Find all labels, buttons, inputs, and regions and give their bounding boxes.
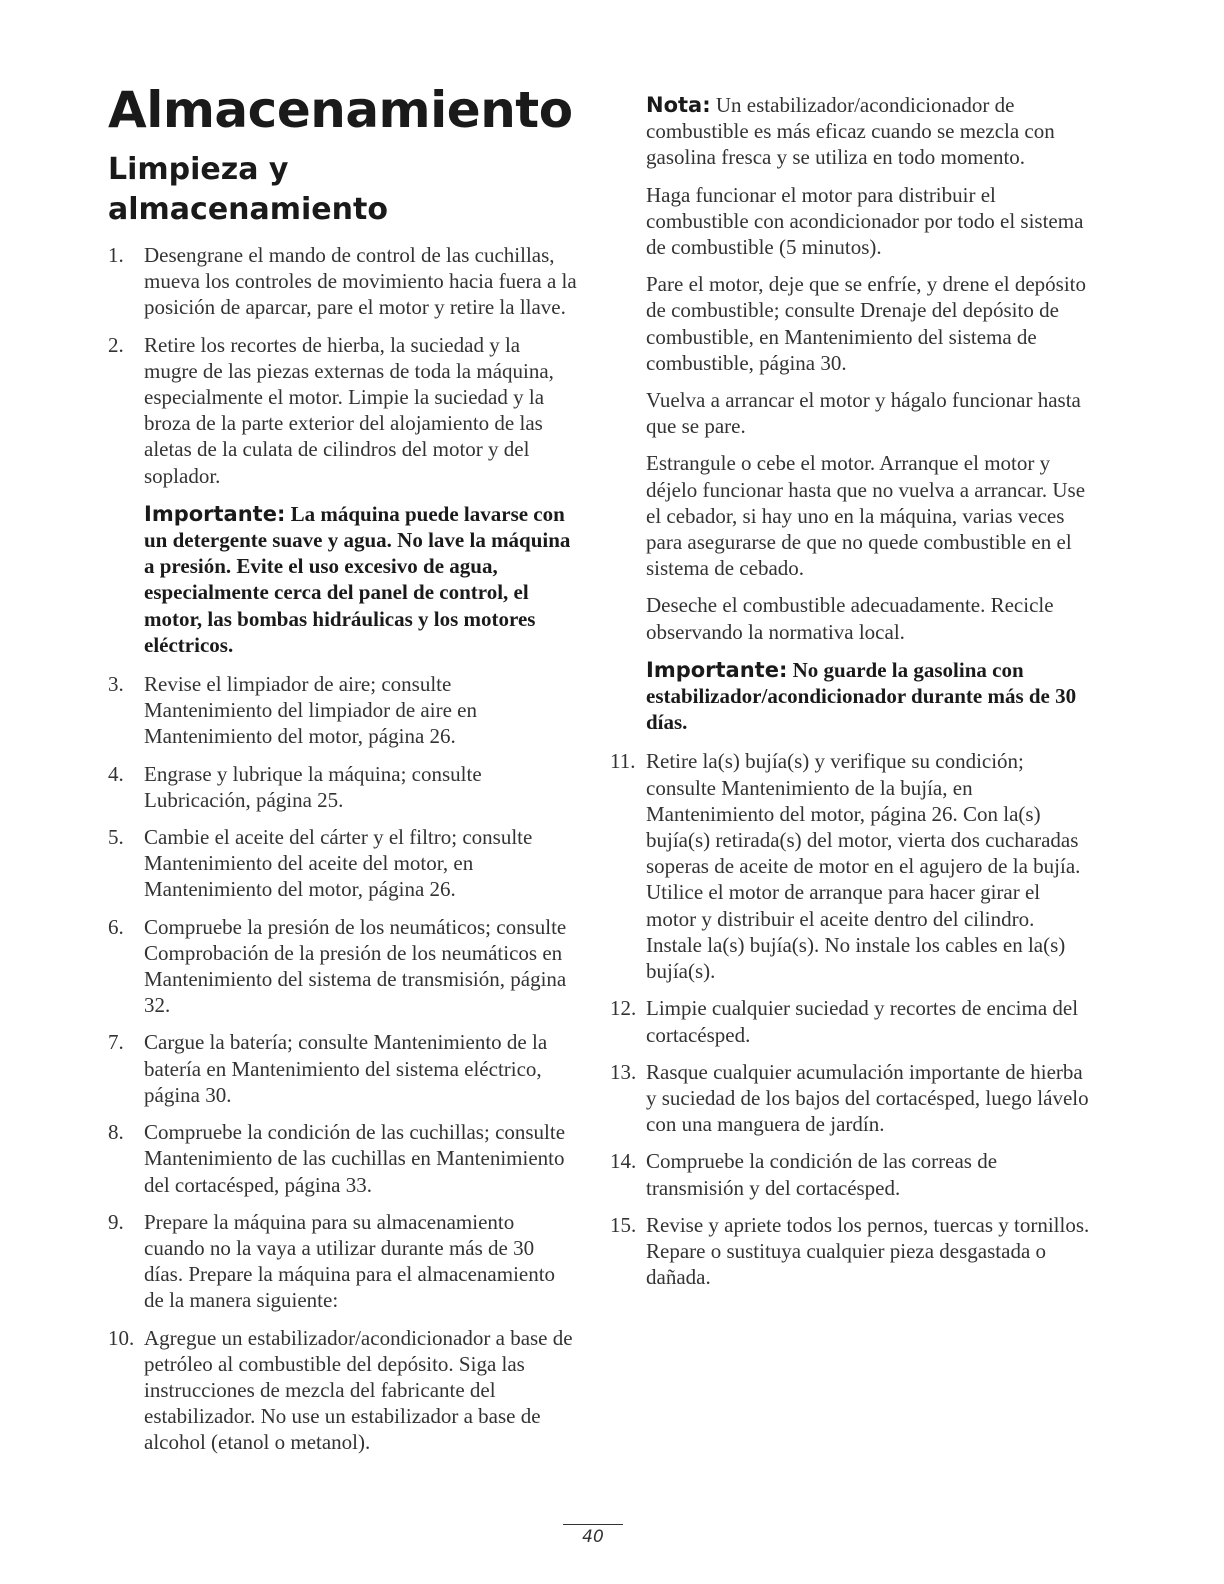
instruction-paragraph: Estrangule o cebe el motor. Arranque el motor y déjelo funcionar hasta que no vuelva a arrancar. Use el cebador, si hay uno en la máquina, varias veces para asegurarse de que no quede combustible en el sistema de cebado. — [646, 451, 1086, 581]
step-text: Revise y apriete todos los pernos, tuercas y tornillos. Repare o sustituya cualquier pieza desgastada o dañada. — [646, 1212, 1090, 1290]
step-number: 1. — [108, 243, 124, 267]
list-item — [610, 1148, 1090, 1200]
step-number: 11. — [610, 749, 636, 774]
step-text: Cargue la batería; consulte Mantenimiento de la batería en Mantenimiento del sistema eléctrico, página 30. — [144, 1030, 548, 1107]
list-item — [108, 1209, 578, 1314]
list-item — [108, 671, 578, 750]
step-number: 2. — [108, 332, 124, 357]
step-text: Compruebe la condición de las correas de transmisión y del cortacésped. — [646, 1149, 998, 1200]
step-number: 3. — [108, 672, 124, 697]
page-number: 40 — [582, 1527, 604, 1547]
step-number: 5. — [108, 825, 124, 850]
list-item — [108, 824, 578, 903]
note-label: Nota: — [646, 93, 711, 117]
important-label: Importante: — [646, 657, 788, 682]
important-label: Importante: — [144, 501, 286, 526]
step-number: 14. — [610, 1149, 637, 1174]
step-text: Compruebe la condición de las cuchillas; consulte Mantenimiento de las cuchillas en Mantenimiento del cortacésped, página 33. — [144, 1120, 566, 1197]
step-number: 10. — [108, 1325, 135, 1350]
instruction-paragraph: Haga funcionar el motor para distribuir el combustible con acondicionador por todo el sistema de combustible (5 minutos). — [646, 182, 1084, 260]
step-text: Revise el limpiador de aire; consulte Mantenimiento del limpiador de aire en Mantenimiento del motor, página 26. — [144, 672, 477, 749]
list-item — [610, 1059, 1090, 1138]
step-number: 13. — [610, 1059, 637, 1084]
list-item — [108, 1325, 578, 1456]
page-title: Almacenamiento — [108, 81, 573, 139]
left-column — [108, 80, 578, 1467]
step-number: 9. — [108, 1209, 124, 1234]
steps-list-right — [610, 748, 1090, 1290]
important-text: La máquina puede lavarse con un detergente suave y agua. No lave la máquina a presión. Evite el uso excesivo de agua, especialmente cerca del panel de control, el motor, las bombas hidráulicas y los motores eléctricos. — [144, 501, 571, 657]
step-number: 6. — [108, 914, 124, 939]
step-text: Compruebe la presión de los neumáticos; consulte Comprobación de la presión de los neumáticos en Mantenimiento del sistema de transmisión, página 32. — [144, 914, 567, 1018]
steps-list-left — [108, 242, 578, 489]
step-text: Retire la(s) bujía(s) y verifique su condición; consulte Mantenimiento de la bujía, en Mantenimiento del motor, página 26. Con la(s) bujía(s) retirada(s) del motor, vierta dos cucharadas soperas de aceite de motor en el agujero de la bujía. Utilice el motor de arranque para hacer girar el motor y distribuir el aceite dentro del cilindro. Instale la(s) bujía(s). No instale los cables en la(s) bujía(s). — [646, 749, 1081, 984]
steps-list-left-2 — [108, 671, 578, 1455]
list-item — [108, 914, 578, 1019]
step-number: 7. — [108, 1030, 124, 1055]
step-number: 15. — [610, 1212, 637, 1237]
list-item — [108, 1119, 578, 1198]
step-text: Cambie el aceite del cárter y el filtro; consulte Mantenimiento del aceite del motor, en Mantenimiento del motor, página 26. — [144, 825, 533, 902]
step-number: 4. — [108, 761, 124, 786]
step-text: Limpie cualquier suciedad y recortes de encima del cortacésped. — [646, 996, 1079, 1047]
important-text: No guarde la gasolina con estabilizador/acondicionador durante más de 30 días. — [646, 657, 1077, 735]
list-item — [108, 761, 578, 813]
instruction-paragraph: Pare el motor, deje que se enfríe, y drene el depósito de combustible; consulte Drenaje del depósito de combustible, en Mantenimiento del sistema de combustible, página 30. — [646, 272, 1086, 375]
important-notice — [646, 657, 1090, 736]
note-text: Un estabilizador/acondicionador de combustible es más eficaz cuando se mezcla con gasolina fresca y se utiliza en todo momento. — [646, 93, 1055, 170]
note-block — [646, 92, 1090, 171]
list-item — [108, 332, 578, 489]
instruction-paragraph: Deseche el combustible adecuadamente. Recicle observando la normativa local. — [646, 593, 1054, 644]
step-number: 12. — [610, 996, 637, 1021]
list-item — [610, 995, 1090, 1047]
step-text: Engrase y lubrique la máquina; consulte Lubricación, página 25. — [144, 761, 482, 812]
step-text: Prepare la máquina para su almacenamiento cuando no la vaya a utilizar durante más de 30 días. Prepare la máquina para el almacenamiento de la manera siguiente: — [144, 1209, 556, 1313]
list-item — [610, 748, 1090, 984]
step-number: 8. — [108, 1120, 124, 1145]
right-column — [610, 92, 1090, 1301]
important-notice — [144, 501, 578, 658]
step-text: Desengrane el mando de control de las cuchillas, mueva los controles de movimiento hacia fuera a la posición de aparcar, pare el motor y retire la llave. — [144, 243, 577, 320]
step-text: Rasque cualquier acumulación importante de hierba y suciedad de los bajos del cortacésped, luego lávelo con una manguera de jardín. — [646, 1059, 1089, 1137]
list-item — [108, 1029, 578, 1108]
footer-divider — [563, 1524, 623, 1525]
list-item — [108, 242, 578, 321]
step-text: Agregue un estabilizador/acondicionador a base de petróleo al combustible del depósito. Siga las instrucciones de mezcla del fabricante del estabilizador. No use un estabilizador a base de alcohol (etanol o metanol). — [144, 1325, 573, 1455]
instruction-paragraph: Vuelva a arrancar el motor y hágalo funcionar hasta que se pare. — [646, 388, 1081, 439]
section-heading: Limpieza y almacenamiento — [108, 152, 388, 227]
step-text: Retire los recortes de hierba, la suciedad y la mugre de las piezas externas de toda la máquina, especialmente el motor. Limpie la suciedad y la broza de la parte exterior del alojamiento de las aletas de la culata de cilindros del motor y del soplador. — [144, 332, 554, 488]
list-item — [610, 1212, 1090, 1291]
